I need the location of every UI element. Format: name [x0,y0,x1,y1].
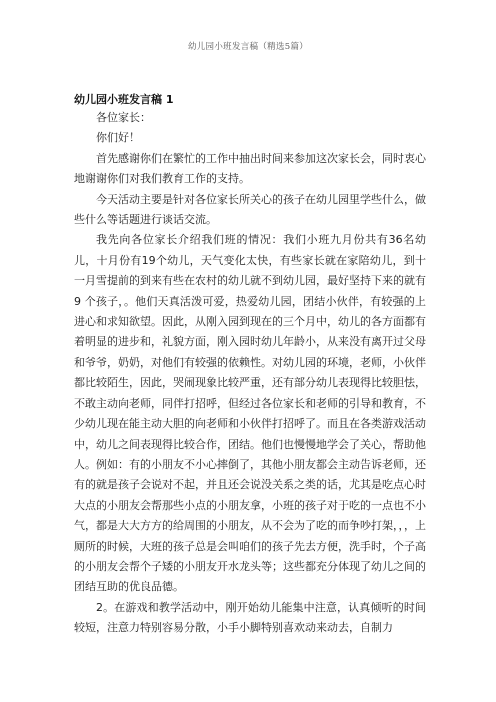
document-body [74,108,426,639]
paragraph-thanks: 首先感谢你们在繁忙的工作中抽出时间来参加这次家长会，同时衷心地谢谢你们对我们教育工作的支持。 [74,151,426,186]
paragraph-salutation: 各位家长： [96,111,151,124]
document-title: 幼儿园小班发言稿（精选5篇） [187,42,309,52]
paragraph-greeting: 你们好！ [96,131,140,145]
paragraph-topic: 今天活动主要是针对各位家长所关心的孩子在幼儿园里学些什么，做些什么等话题进行谈话交流。 [74,192,426,227]
section-heading: 幼儿园小班发言稿 1 [74,93,174,106]
paragraph-class-situation: 我先向各位家长介绍我们班的情况：我们小班九月份共有36名幼儿，十月份有19个幼儿，天气变化太快，有些家长就在家陪幼儿，到十一月雪提前的到来有些在农村的幼儿就不到幼儿园，最好坚持下来的就有 9 个孩子，。他们天真活泼可爱，热爱幼儿园，团结小伙伴，有较强的上进心和求知欲望。因此，从刚入园到现在的三个月中，幼儿的各方面都有着明显的进步和，礼貌方面，刚入园时幼儿年龄小，从来没有离开过父母和爷爷，奶奶，对他们有较强的依赖性。对幼儿园的环境，老师，小伙伴都比较陌生，因此，哭闹现象比较严重，还有部分幼儿表现得比较胆怯，不敢主动向老师，同伴打招呼，但经过各位家长和老师的引导和教育，不少幼儿现在能主动大胆的向老师和小伙伴打招呼了。而且在各类游戏活动中，幼儿之间表现得比较合作，团结。他们也慢慢地学会了关心，帮助他人。例如：有的小朋友不小心摔倒了，其他小朋友都会主动告诉老师，还有的就是孩子会说对不起，并且还会说没关系之类的话，尤其是吃点心时大点的小朋友会帮那些小点的小朋友拿，小班的孩子对于吃的一点也不小气，都是大大方方的给周围的小朋友，从不会为了吃的而争吵打架，，，上厕所的时候，大班的孩子总是会叫咱们的孩子先去方便，洗手时，个子高的小朋友会帮个子矮的小朋友开水龙头等；这些都充分体现了幼儿之间的团结互助的优良品德。 [74,233,426,594]
paragraph-games-teaching: 2。在游戏和教学活动中，刚开始幼儿能集中注意，认真倾听的时间较短，注意力特别容易分散，小手小脚特别喜欢动来动去，自制力 [74,600,426,635]
